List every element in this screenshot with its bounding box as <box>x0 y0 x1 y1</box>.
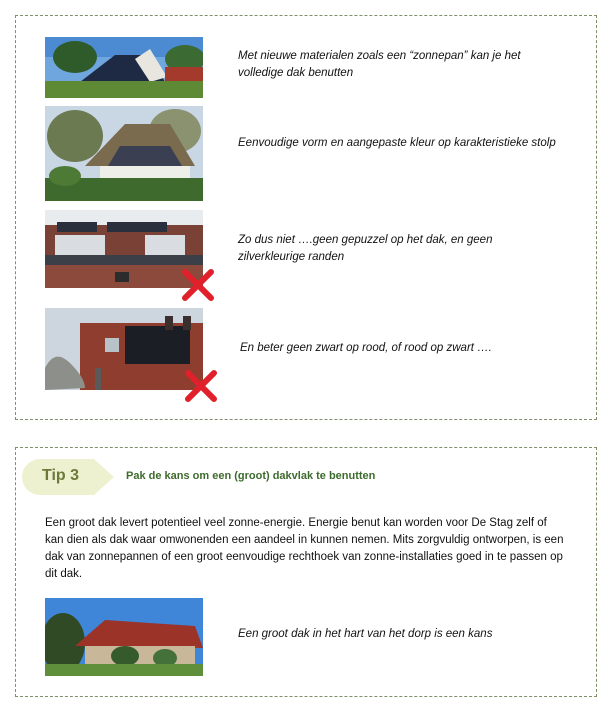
caption-2: Eenvoudige vorm en aangepaste kleur op karakteristieke stolp <box>238 137 556 149</box>
photo-thatched-stolp <box>45 106 203 201</box>
photo-large-roof-village <box>45 598 203 676</box>
caption-1: Met nieuwe materialen zoals een “zonnepan” kan je het volledige dak benutten <box>238 50 521 79</box>
tip-heading: Pak de kans om een (groot) dakvlak te benutten <box>126 470 376 482</box>
caption-4: En beter geen zwart op rood, of rood op zwart …. <box>240 342 492 354</box>
photo-solar-roof-house <box>45 37 203 98</box>
tip-paragraph: Een groot dak levert potentieel veel zonne-energie. Energie benut kan worden voor De Stag zelf of kan dien als dak waar omwonenden een aandeel in kunnen nemen. Mits zorgvuldig ontworpen, is een dak van zonnepannen of een groot eenvoudige rechthoek van zonne-installaties goed in te passen op dit dak. <box>45 517 564 580</box>
red-cross-icon <box>181 268 215 302</box>
red-cross-icon <box>184 369 218 403</box>
photo-black-on-red-roof <box>45 308 203 390</box>
photo-patchwork-solar-roof <box>45 210 203 288</box>
caption-3: Zo dus niet ….geen gepuzzel op het dak, en geen zilverkleurige randen <box>238 234 493 263</box>
tip-label: Tip 3 <box>42 467 80 484</box>
caption-5: Een groot dak in het hart van het dorp is een kans <box>238 628 493 640</box>
